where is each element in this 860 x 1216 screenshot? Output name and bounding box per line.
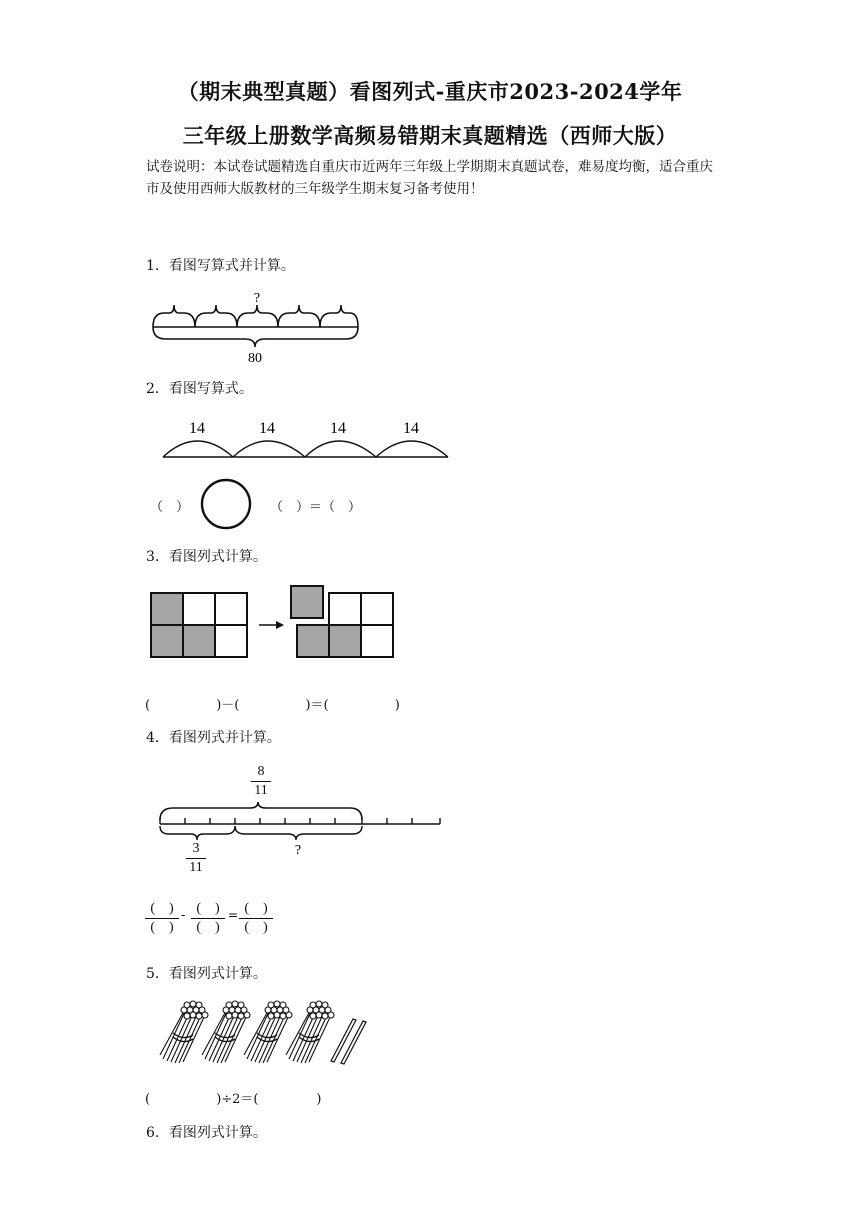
question-1-bottom-label: 80 — [248, 351, 262, 365]
grid-before — [151, 593, 247, 657]
question-4-prompt: 4．看图列式并计算。 — [146, 730, 281, 746]
question-1-small-braces — [153, 305, 358, 327]
arc-label-4: 14 — [403, 420, 419, 437]
bottom-fraction-denominator: 11 — [189, 860, 203, 875]
question-5-answer-line[interactable]: ( )÷2＝( ) — [145, 1092, 322, 1107]
arc-label-3: 14 — [330, 420, 346, 437]
fraction-blank-2[interactable]: ( ) ( ) — [190, 900, 226, 937]
minus-sign: - — [181, 908, 186, 923]
stick-bundle-1 — [160, 1001, 208, 1063]
question-5-figure — [155, 995, 375, 1070]
question-6-prompt: 6．看图列式计算。 — [146, 1125, 267, 1141]
document-title-line2: 三年级上册数学高频易错期末真题精选（西师大版） — [182, 123, 678, 148]
top-fraction — [250, 763, 272, 800]
question-2-answer-left[interactable]: （ ） — [150, 500, 190, 515]
equals-sign: = — [228, 908, 239, 922]
stick-bundle-2 — [202, 1001, 250, 1063]
question-2-figure — [160, 415, 452, 463]
question-3-figure — [148, 582, 398, 662]
question-2-answer-right[interactable]: （ ）＝（ ） — [270, 500, 362, 515]
number-line-ticks — [160, 818, 440, 824]
question-1-figure — [150, 285, 365, 365]
arc-label-1: 14 — [189, 420, 205, 437]
question-2-arcs — [163, 441, 448, 457]
question-2-prompt: 2．看图写算式。 — [146, 381, 253, 397]
question-3-prompt: 3．看图列式计算。 — [146, 549, 267, 565]
question-5-prompt: 5．看图列式计算。 — [146, 966, 267, 982]
arrow-right-icon — [259, 621, 284, 629]
grid-after — [291, 586, 393, 657]
document-title-line1: （期末典型真题）看图列式-重庆市2023-2024学年 — [177, 79, 683, 104]
stick-bundle-3 — [244, 1001, 292, 1063]
bottom-fraction-numerator: 3 — [192, 841, 200, 856]
paper-description: 试卷说明：本试卷试题精选自重庆市近两年三年级上学期期末真题试卷，难易度均衡，适合重庆市及使用西师大版教材的三年级学生期末复习备考使用！ — [146, 159, 713, 197]
top-fraction-numerator: 8 — [257, 764, 265, 779]
question-3-answer-line[interactable]: ( )－( )＝( ) — [145, 698, 400, 713]
question-1-prompt: 1．看图写算式并计算。 — [146, 258, 295, 274]
stick-bundle-4 — [286, 1001, 334, 1063]
bottom-fraction — [185, 840, 207, 877]
fraction-blank-1[interactable]: ( ) ( ) — [144, 900, 180, 937]
arc-label-2: 14 — [259, 420, 275, 437]
question-1-top-label: ? — [253, 291, 261, 306]
left-brace — [160, 826, 235, 840]
fraction-blank-3[interactable]: ( ) ( ) — [238, 900, 274, 937]
top-fraction-denominator: 11 — [254, 783, 268, 798]
operator-circle[interactable] — [199, 477, 253, 531]
question-mark: ? — [294, 843, 302, 858]
loose-sticks — [331, 1019, 366, 1064]
right-brace — [235, 826, 362, 840]
top-brace — [160, 802, 362, 820]
question-1-big-brace — [153, 327, 358, 347]
